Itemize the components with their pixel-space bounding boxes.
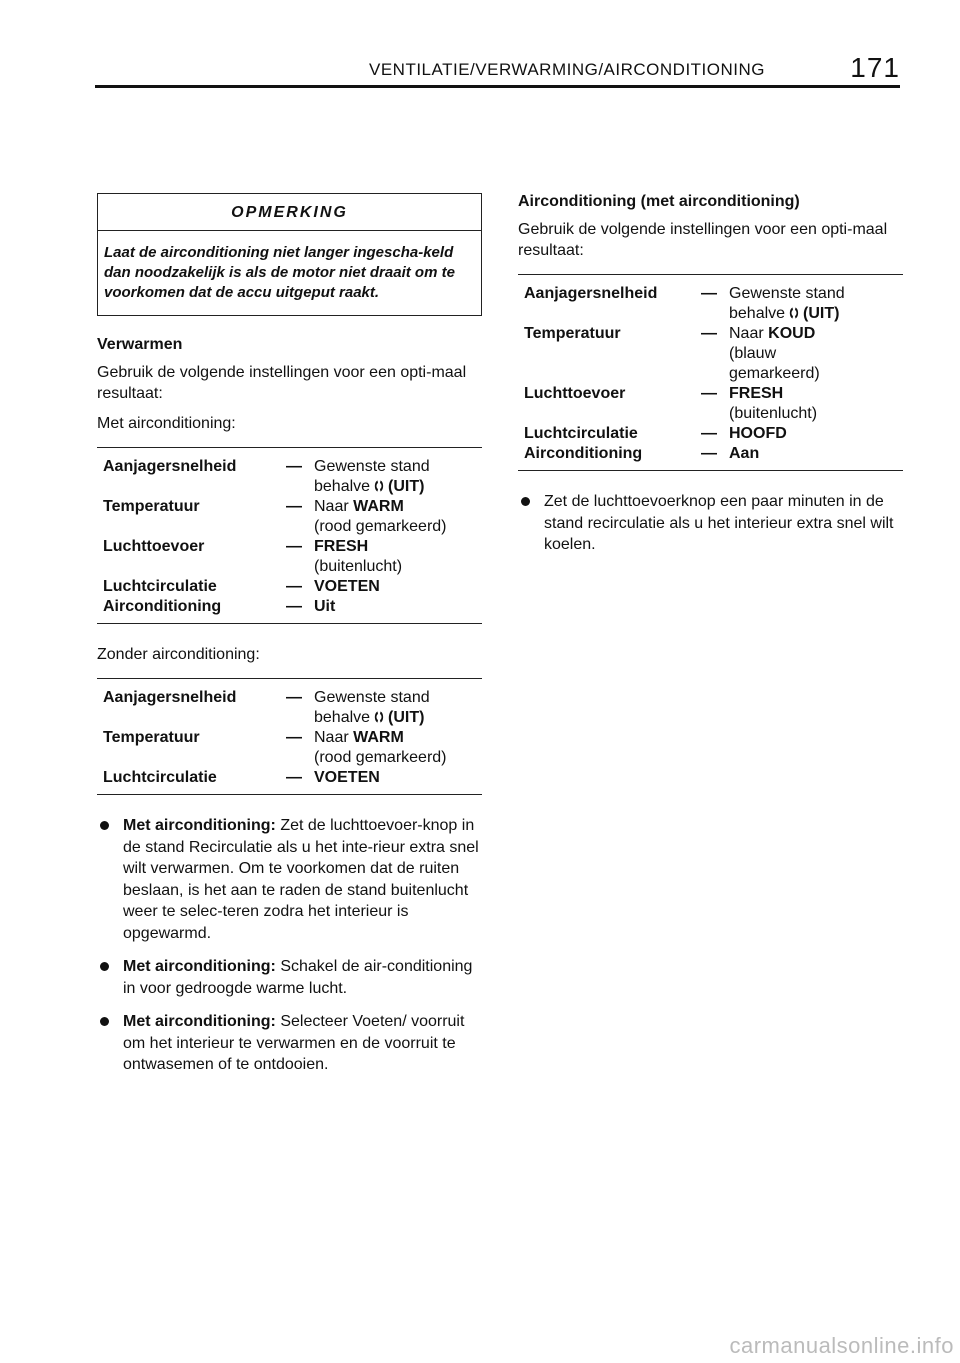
setting-value: VOETEN — [314, 578, 380, 595]
setting-row-temperature — [518, 324, 903, 344]
setting-row-fan — [97, 457, 482, 477]
without-ac-label: Zonder airconditioning: — [97, 646, 260, 663]
heating-intro: Gebruik de volgende instellingen voor een opti-maal resultaat: — [97, 364, 467, 402]
notice-body: Laat de airconditioning niet langer ingescha-keld dan noodzakelijk is als de motor niet draait om te voorkomen dat de accu uitgeput raakt. — [104, 244, 455, 301]
cooling-intro: Gebruik de volgende instellingen voor een opti-maal resultaat: — [518, 221, 888, 259]
cooling-settings — [518, 274, 903, 471]
setting-value: Aan — [729, 445, 760, 462]
header-title: VENTILATIE/VERWARMING/AIRCONDITIONING — [369, 60, 765, 79]
setting-value: Gewenste stand — [314, 689, 430, 706]
list-item: Met airconditioning: Selecteer Voeten/ voorruit om het interieur te verwarmen en de voorruit te ontwasemen of te ontdooien. — [97, 1011, 483, 1076]
notice-box — [97, 193, 482, 316]
setting-label: Aanjagersnelheid — [103, 689, 237, 706]
setting-row-circulation — [97, 577, 482, 597]
dash: — — [701, 425, 717, 442]
setting-value: (buitenlucht) — [729, 405, 818, 422]
setting-label: Luchtcirculatie — [103, 769, 217, 786]
list-item: Met airconditioning: Schakel de air-conditioning in voor gedroogde warme lucht. — [97, 956, 483, 999]
setting-row-temperature — [97, 497, 482, 517]
dash: — — [286, 729, 302, 746]
setting-label: Luchtcirculatie — [103, 578, 217, 595]
page-number: 171 — [850, 52, 900, 83]
setting-label: Airconditioning — [103, 598, 222, 615]
setting-value: gemarkeerd) — [729, 365, 820, 382]
setting-value: Gewenste stand — [729, 285, 845, 302]
setting-row-circulation — [97, 768, 482, 788]
setting-row-temperature — [97, 728, 482, 748]
setting-value: FRESH — [314, 538, 369, 555]
dash: — — [286, 769, 302, 786]
setting-label: Aanjagersnelheid — [103, 458, 237, 475]
left-column — [97, 193, 483, 1088]
setting-row-circulation — [518, 424, 903, 444]
fan-off-icon — [373, 478, 385, 490]
setting-value: Gewenste stand — [314, 458, 430, 475]
setting-row-fan — [97, 688, 482, 708]
right-column — [518, 193, 904, 568]
heating-bullets — [97, 815, 483, 1076]
setting-row-fan — [518, 284, 903, 304]
setting-value: HOOFD — [729, 425, 787, 442]
setting-value: (blauw — [729, 345, 777, 362]
setting-value: (rood gemarkeerd) — [314, 518, 447, 535]
setting-label: Luchtcirculatie — [524, 425, 638, 442]
page-header — [95, 52, 900, 86]
dash: — — [701, 385, 717, 402]
cooling-title: Airconditioning (met airconditioning) — [518, 193, 800, 210]
dash: — — [286, 598, 302, 615]
setting-row-intake — [97, 537, 482, 557]
setting-value: Naar KOUD — [729, 325, 816, 342]
footer-watermark: carmanualsonline.info — [729, 1333, 954, 1358]
setting-row-intake — [518, 384, 903, 404]
fan-off-icon — [788, 305, 800, 317]
setting-value: (rood gemarkeerd) — [314, 749, 447, 766]
setting-label: Temperatuur — [103, 729, 200, 746]
bullet-icon — [521, 497, 530, 506]
dash: — — [286, 498, 302, 515]
cooling-bullets — [518, 491, 904, 556]
setting-value: behalve (UIT) — [314, 709, 425, 726]
fan-off-icon — [373, 709, 385, 721]
list-item: Met airconditioning: Zet de luchttoevoer-knop in de stand Recirculatie als u het inte-rieur extra snel wilt verwarmen. Om te voorkomen dat de ruiten beslaan, is het aan te raden de stand buitenlucht weer te selec-teren zodra het interieur is opgewarmd. — [97, 815, 483, 944]
heating-title: Verwarmen — [97, 336, 183, 353]
dash: — — [701, 445, 717, 462]
setting-value: behalve (UIT) — [314, 478, 425, 495]
notice-title: OPMERKING — [98, 194, 481, 231]
setting-row-ac — [518, 444, 903, 464]
setting-label: Aanjagersnelheid — [524, 285, 658, 302]
setting-value: VOETEN — [314, 769, 380, 786]
dash: — — [286, 689, 302, 706]
setting-value: FRESH — [729, 385, 784, 402]
setting-value: Naar WARM — [314, 729, 404, 746]
heating-without-ac-settings — [97, 678, 482, 795]
with-ac-label: Met airconditioning: — [97, 415, 236, 432]
setting-label: Luchttoevoer — [103, 538, 205, 555]
setting-value: Naar WARM — [314, 498, 404, 515]
dash: — — [286, 538, 302, 555]
bullet-icon — [100, 1017, 109, 1026]
header-rule — [95, 85, 900, 88]
bullet-icon — [100, 821, 109, 830]
bullet-icon — [100, 962, 109, 971]
setting-label: Temperatuur — [103, 498, 200, 515]
setting-value: behalve (UIT) — [729, 305, 840, 322]
dash: — — [286, 578, 302, 595]
setting-label: Temperatuur — [524, 325, 621, 342]
list-item: Zet de luchttoevoerknop een paar minuten in de stand recirculatie als u het interieur extra snel wilt koelen. — [518, 491, 904, 556]
setting-row-ac — [97, 597, 482, 617]
dash: — — [286, 458, 302, 475]
setting-label: Luchttoevoer — [524, 385, 626, 402]
setting-label: Airconditioning — [524, 445, 643, 462]
dash: — — [701, 325, 717, 342]
setting-value: Uit — [314, 598, 336, 615]
heating-with-ac-settings — [97, 447, 482, 624]
setting-value: (buitenlucht) — [314, 558, 403, 575]
dash: — — [701, 285, 717, 302]
